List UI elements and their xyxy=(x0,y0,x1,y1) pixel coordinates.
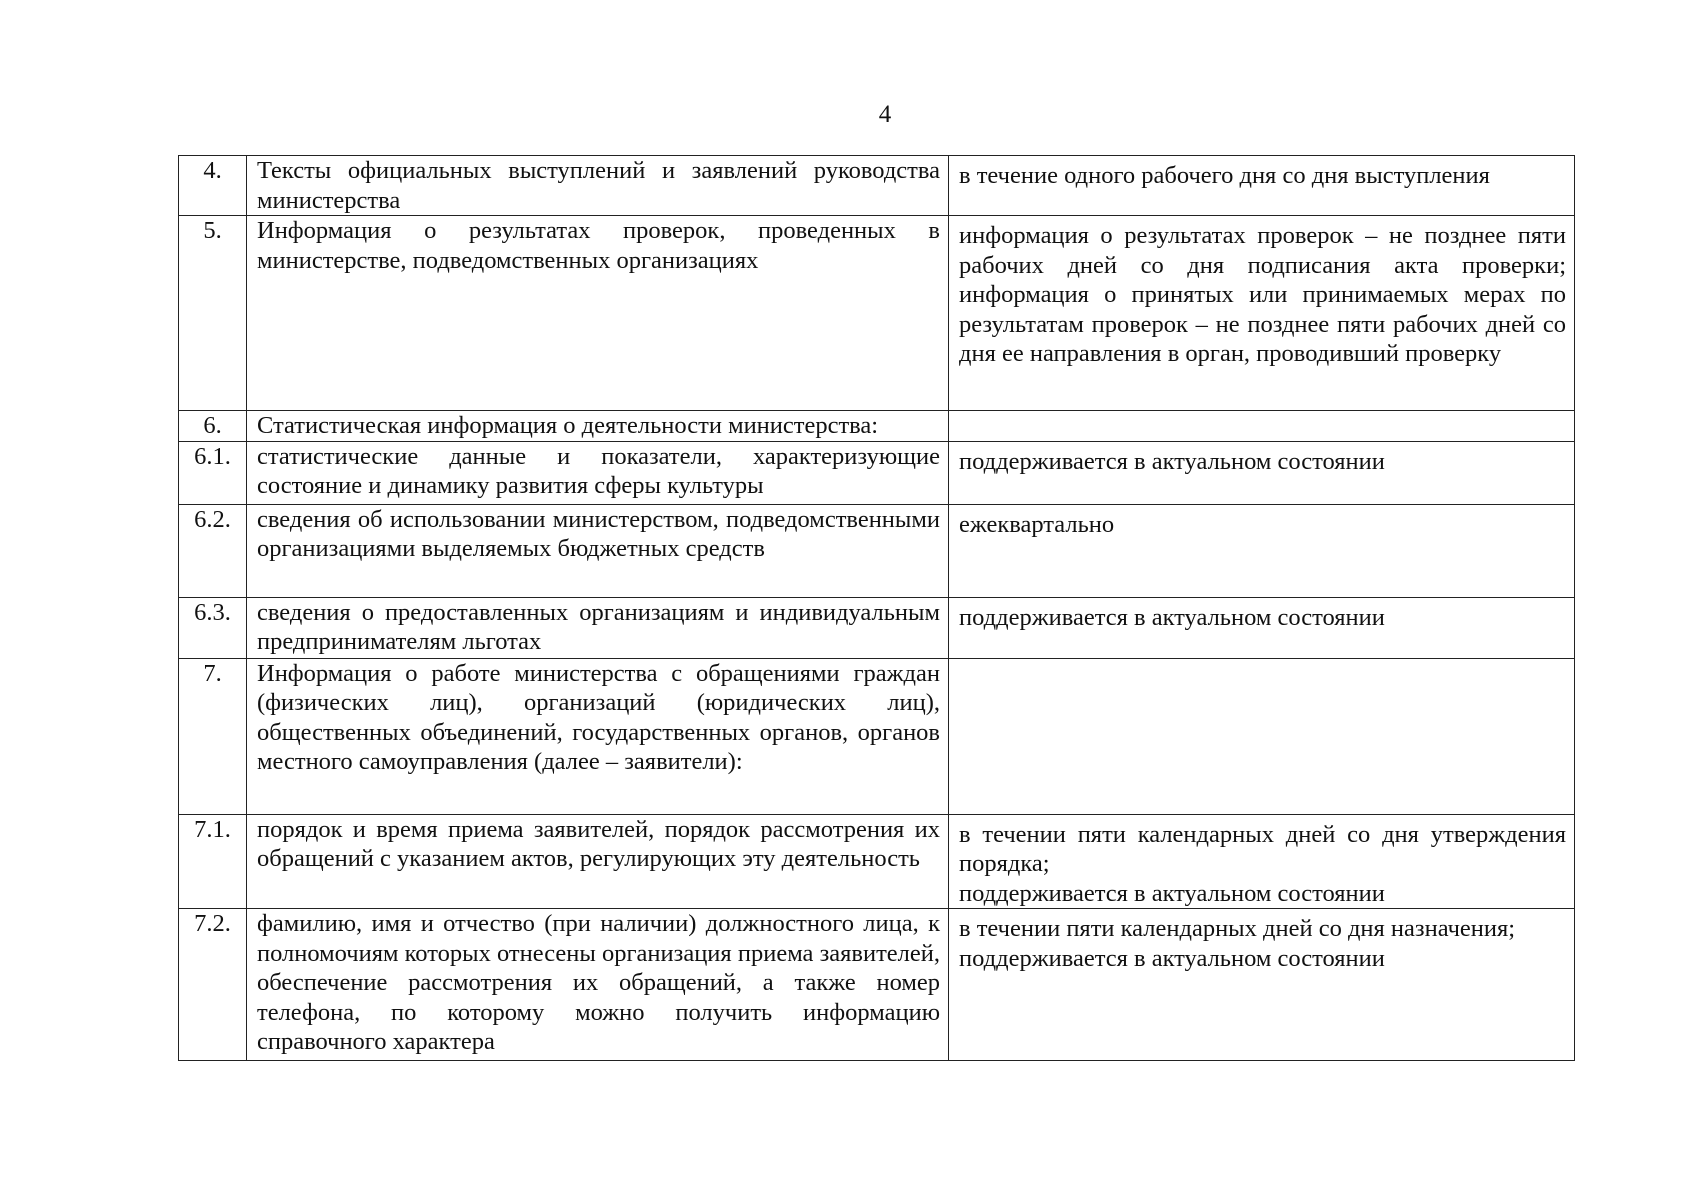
row-number: 7.1. xyxy=(194,815,231,843)
table-row xyxy=(179,504,1575,597)
info-text: сведения об использовании министерством, подведомственными организациями выделяемых бюджетных средств xyxy=(257,505,940,562)
term-text: в течении пяти календарных дней со дня утверждения порядка; xyxy=(959,820,1566,877)
row-number-cell xyxy=(179,504,247,597)
info-cell xyxy=(247,658,949,814)
information-table xyxy=(178,155,1575,1061)
term-cell xyxy=(949,504,1575,597)
row-number: 7.2. xyxy=(194,910,231,937)
info-cell xyxy=(247,504,949,597)
term-cell xyxy=(949,441,1575,504)
info-text: Статистическая информация о деятельности министерства: xyxy=(257,412,879,439)
table-row xyxy=(179,216,1575,411)
row-number-cell xyxy=(179,156,247,216)
table-row xyxy=(179,411,1575,442)
term-cell xyxy=(949,814,1575,909)
row-number-cell xyxy=(179,597,247,658)
term-text: в течении пяти календарных дней со дня назначения; xyxy=(959,915,1516,942)
term-cell xyxy=(949,156,1575,216)
term-text: поддерживается в актуальном состоянии xyxy=(959,447,1385,475)
term-text: в течение одного рабочего дня со дня выступления xyxy=(959,162,1490,189)
term-text: поддерживается в актуальном состоянии xyxy=(959,879,1385,907)
row-number: 6.1. xyxy=(194,442,231,470)
row-number: 5. xyxy=(203,217,222,244)
info-cell xyxy=(247,411,949,442)
table-row xyxy=(179,909,1575,1061)
row-number-cell xyxy=(179,441,247,504)
info-text: Тексты официальных выступлений и заявлений руководства министерства xyxy=(257,157,940,214)
term-cell xyxy=(949,597,1575,658)
info-text: сведения о предоставленных организациям и индивидуальным предпринимателям льготах xyxy=(257,598,940,655)
table-row xyxy=(179,814,1575,909)
info-cell xyxy=(247,156,949,216)
term-cell xyxy=(949,658,1575,814)
row-number: 6.3. xyxy=(194,598,231,626)
term-cell xyxy=(949,216,1575,411)
term-cell xyxy=(949,909,1575,1061)
row-number-cell xyxy=(179,216,247,411)
row-number-cell xyxy=(179,909,247,1061)
info-cell xyxy=(247,441,949,504)
table-row xyxy=(179,441,1575,504)
row-number: 6. xyxy=(203,412,222,439)
row-number-cell xyxy=(179,411,247,442)
term-text: ежеквартально xyxy=(959,510,1115,538)
table-row xyxy=(179,156,1575,216)
term-cell xyxy=(949,411,1575,442)
table-row xyxy=(179,597,1575,658)
row-number-cell xyxy=(179,658,247,814)
row-number: 4. xyxy=(203,157,222,184)
page-number: 4 xyxy=(878,101,892,128)
term-text: поддерживается в актуальном состоянии xyxy=(959,603,1385,631)
info-cell xyxy=(247,216,949,411)
row-number: 7. xyxy=(203,659,222,687)
row-number: 6.2. xyxy=(194,505,231,533)
info-text: фамилию, имя и отчество (при наличии) должностного лица, к полномочиям которых отнесены организация приема заявителей, обеспечение рассмотрения их обращений, а также номер телефона, по которому можно получить информацию справочного характера xyxy=(257,910,940,1055)
info-cell xyxy=(247,909,949,1061)
info-text: статистические данные и показатели, характеризующие состояние и динамику развития сферы культуры xyxy=(257,442,940,499)
info-text: Информация о работе министерства с обращениями граждан (физических лиц), организаций (юридических лиц), общественных объединений, государственных органов, органов местного самоуправления (далее – заявители): xyxy=(257,659,940,775)
term-text: поддерживается в актуальном состоянии xyxy=(959,944,1385,972)
table-row xyxy=(179,658,1575,814)
info-cell xyxy=(247,597,949,658)
row-number-cell xyxy=(179,814,247,909)
info-text: Информация о результатах проверок, проведенных в министерстве, подведомственных организациях xyxy=(257,217,940,274)
info-text: порядок и время приема заявителей, порядок рассмотрения их обращений с указанием актов, регулирующих эту деятельность xyxy=(257,815,940,872)
info-cell xyxy=(247,814,949,909)
term-text: информация о результатах проверок – не позднее пяти рабочих дней со дня подписания акта проверки; информация о принятых или принимаемых мерах по результатам проверок – не позднее пяти рабочих дней со дня ее направления в орган, проводивший проверку xyxy=(959,222,1566,367)
